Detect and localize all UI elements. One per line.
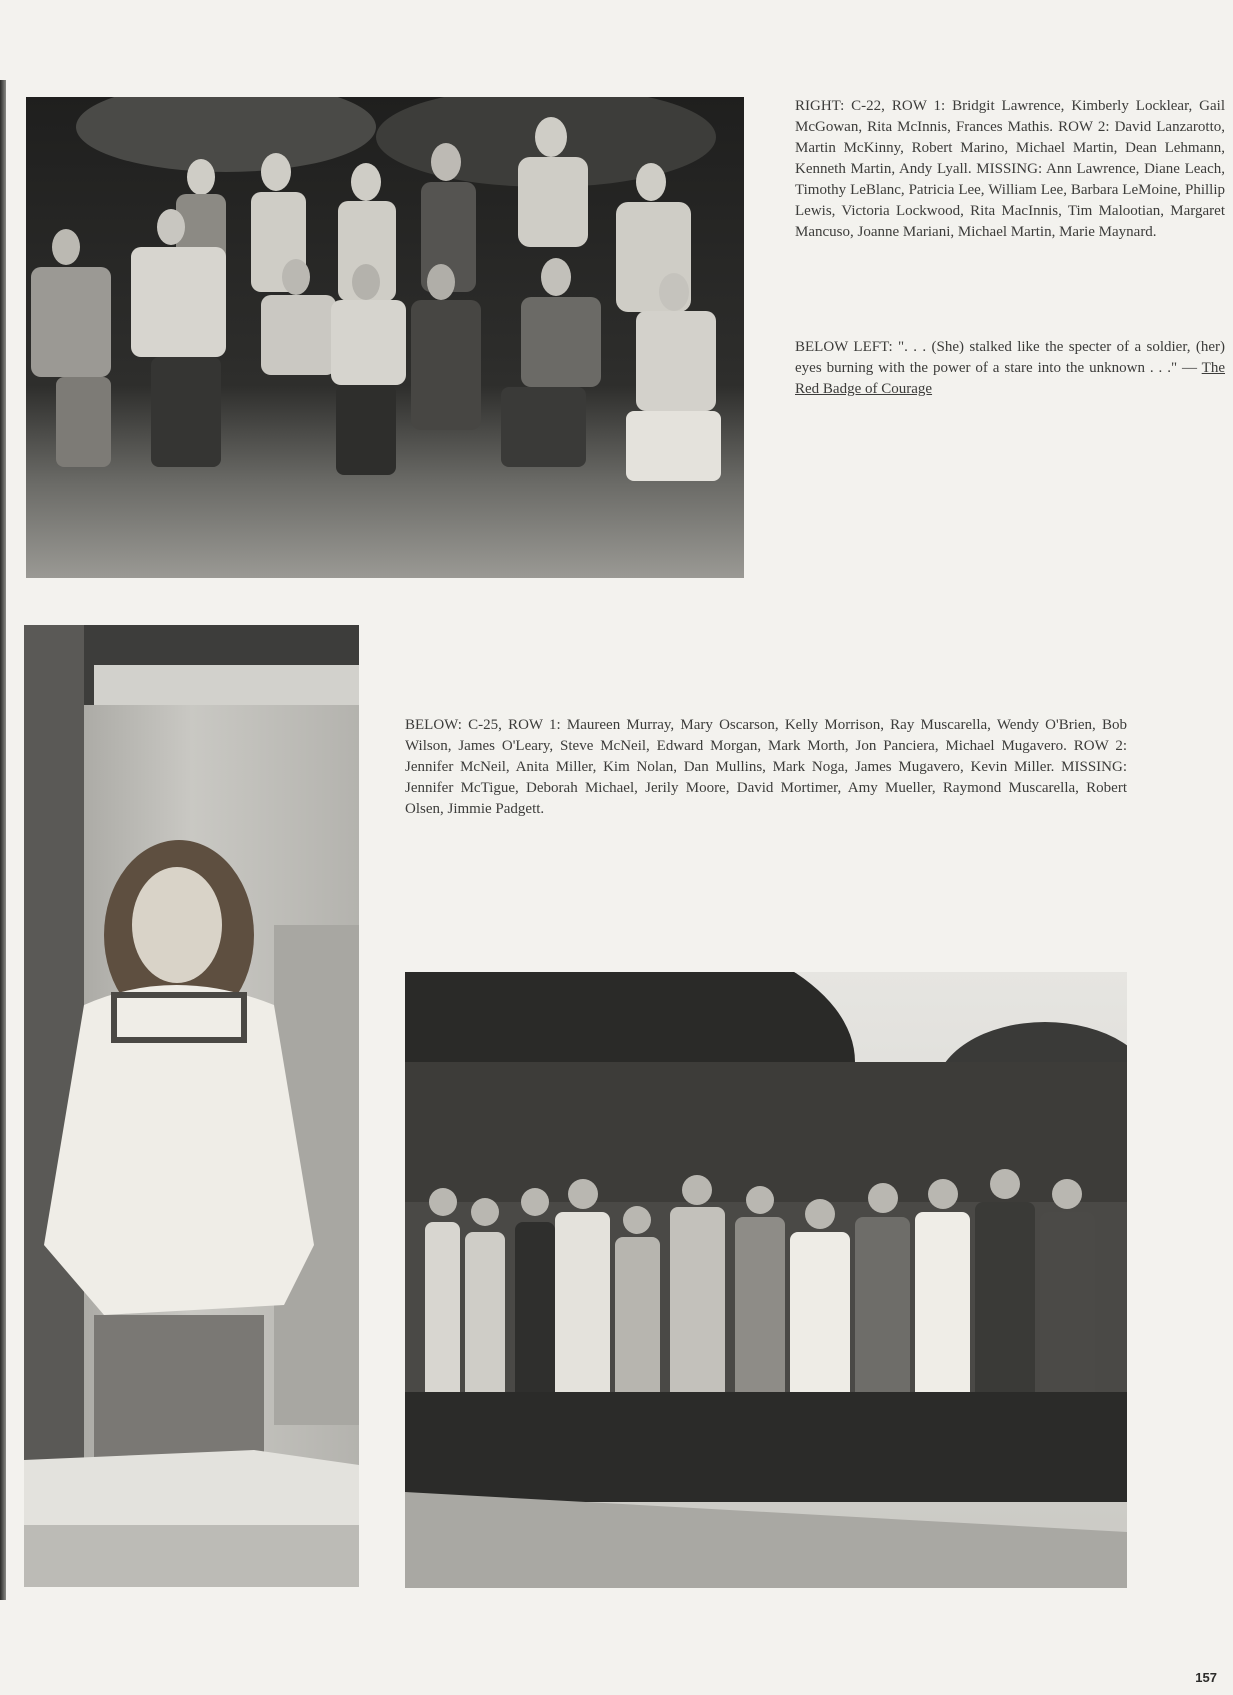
caption-c22: RIGHT: C-22, ROW 1: Bridgit Lawrence, Kimberly Locklear, Gail McGowan, Rita McInnis, Frances Mathis. ROW 2: David Lanzarotto, Martin McKinny, Robert Marino, Michael Martin, Dean Lehmann, Kenneth Martin, Andy Lyall. MISSING: Ann Lawrence, Diane Leach, Timothy LeBlanc, Patricia Lee, William Lee, Barbara LeMoine, Phillip Lewis, Victoria Lockwood, Rita MacInnis, Tim Malootian, Margaret Mancuso, Joanne Mariani, Michael Martin, Marie Maynard. bbox=[795, 98, 1225, 240]
quote-source-title: The Red Badge of Courage bbox=[795, 360, 1225, 397]
caption-c25: BELOW: C-25, ROW 1: Maureen Murray, Mary Oscarson, Kelly Morrison, Ray Muscarella, Wendy O'Brien, Bob Wilson, James O'Leary, Steve McNeil, Edward Morgan, Mark Morth, Jon Panciera, Michael Mugavero. ROW 2: Jennifer McNeil, Anita Miller, Kim Nolan, Dan Mullins, Mark Noga, James Mugavero, Kevin Miller. MISSING: Jennifer McTigue, Deborah Michael, Jerily Moore, David Mortimer, Amy Mueller, Raymond Muscarella, Robert Olsen, Jimmie Padgett. bbox=[405, 717, 1127, 817]
caption-quote bbox=[795, 337, 1225, 400]
photo-homeroom-c22 bbox=[26, 97, 744, 578]
binding-shadow bbox=[0, 80, 6, 1600]
photo-student-portrait bbox=[24, 625, 359, 1587]
quote-text: BELOW LEFT: ". . . (She) stalked like the specter of a soldier, (her) eyes burning with the power of a stare into the unknown . . ." — bbox=[795, 339, 1225, 376]
page-number: 157 bbox=[1195, 1670, 1217, 1685]
photo-homeroom-c25 bbox=[405, 972, 1127, 1588]
